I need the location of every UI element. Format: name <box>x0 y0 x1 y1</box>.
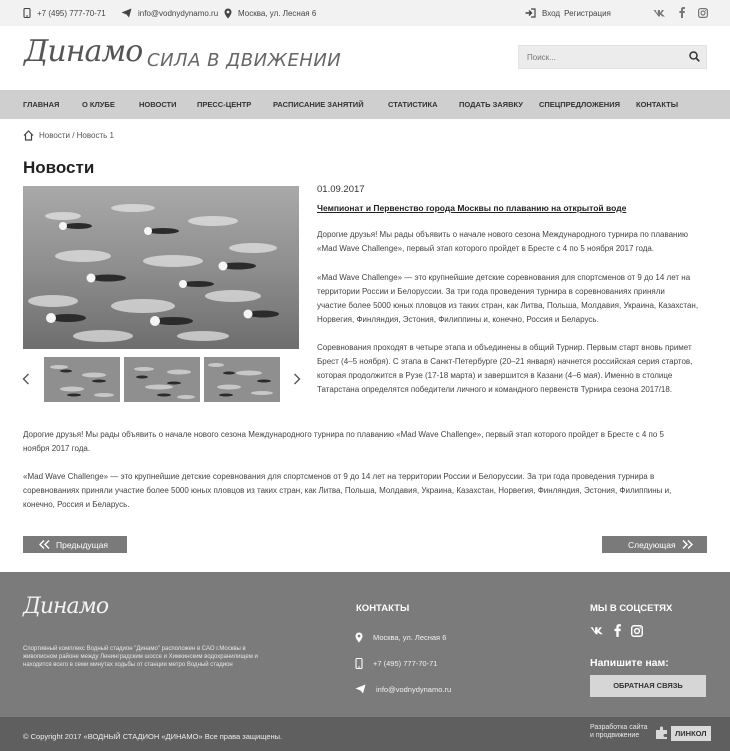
copyright: © Copyright 2017 «ВОДНЫЙ СТАДИОН «ДИНАМО» Все права защищены. <box>23 732 283 741</box>
top-social <box>653 7 708 18</box>
footer-phone[interactable] <box>355 658 437 669</box>
text-line: «Mad Wave Challenge» — это крупнейшие детские соревнования для спортсменов от 9 до 14 лет на территории России и Белоруссии. За три года проведения турнира в <box>23 472 655 481</box>
footer-social-title: МЫ В СОЦСЕТЯХ <box>590 603 673 614</box>
top-email-text: info@vodnydynamo.ru <box>138 8 219 18</box>
text-line: Норвегия, Финляндия, Эстония, Филиппины и, конечно, Россия и Беларусь. <box>317 315 599 324</box>
swimmers-photo <box>23 186 299 349</box>
developer-logo-text: ЛИНКОЛ <box>671 726 711 741</box>
search-input[interactable] <box>519 46 679 68</box>
article-headline[interactable]: Чемпионат и Первенство города Москвы по плаванию на открытой воде <box>317 203 627 213</box>
nav-item-apply[interactable]: ПОДАТЬ ЗАЯВКУ <box>459 100 523 109</box>
top-address-text: Москва, ул. Лесная 6 <box>238 9 317 18</box>
register-link[interactable]: Регистрация <box>564 8 611 18</box>
search-icon[interactable] <box>689 51 700 62</box>
nav-item-stats[interactable]: СТАТИСТИКА <box>388 100 438 109</box>
phone-icon <box>355 658 363 669</box>
top-address <box>224 8 316 19</box>
developer-line: Разработка сайта <box>590 724 648 731</box>
bottom-bar <box>0 717 730 751</box>
gallery-prev-icon[interactable] <box>22 373 30 385</box>
text-line: территории России и Белоруссии. За три года проведения турнира в соревнованиях приняли <box>317 287 665 296</box>
prev-button[interactable] <box>23 536 127 553</box>
footer-email[interactable] <box>355 684 451 694</box>
footer-write-title: Напишите нам: <box>590 657 669 669</box>
feedback-button[interactable]: ОБРАТНАЯ СВЯЗЬ <box>590 675 706 697</box>
instagram-icon[interactable] <box>631 625 643 637</box>
double-chevron-right-icon <box>682 540 693 549</box>
text-line: участие более 5000 юных пловцов из таких стран, как Литва, Польша, Молдавия, Украина, Казахстан, <box>317 301 699 310</box>
article-date: 01.09.2017 <box>317 184 365 195</box>
text-line: Брест (4–5 ноября). С этапа в Санкт-Петербурге (20–21 января) начнется российская серия стартов, <box>317 357 693 366</box>
developer-logo[interactable] <box>655 724 711 742</box>
text-line: ноября 2017 года. <box>23 444 91 453</box>
top-phone-text: +7 (495) 777-70-71 <box>37 8 106 18</box>
gallery-next-icon[interactable] <box>293 373 301 385</box>
nav-item-schedule[interactable]: РАСПИСАНИЕ ЗАНЯТИЙ <box>273 100 364 109</box>
top-email[interactable] <box>121 8 218 18</box>
home-icon[interactable] <box>23 130 34 141</box>
map-pin-icon <box>224 8 232 19</box>
text-line: Дорогие друзья! Мы рады объявить о начале нового сезона Международного турнира по плаванию <box>317 230 688 239</box>
thumb-photo <box>124 357 200 402</box>
article-paragraph <box>23 470 671 512</box>
double-chevron-left-icon <box>39 540 50 549</box>
text-line: «Mad Wave Challenge», первый этап которого пройдет в Бресте с 4 по 5 ноября 2017 года. <box>317 244 655 253</box>
text-line: соревнованиях приняли участие более 5000 юных пловцов из таких стран, как Литва, Польша, Молдавия, Украина, Казахстан, Норвегия, Финляндия, Эстония, Филиппины и, <box>23 486 672 495</box>
text-line: которая продолжится в Рузе (17-18 марта) и завершится в Казани (4–6 мая). Именно в столице <box>317 371 673 380</box>
text-line: «Mad Wave Challenge» — это крупнейшие детские соревнования для спортсменов от 9 до 14 лет на <box>317 273 691 282</box>
login-icon <box>525 8 536 18</box>
facebook-icon[interactable] <box>679 7 685 18</box>
footer-contacts-title: КОНТАКТЫ <box>356 603 410 614</box>
developer-line: и продвижение <box>590 732 640 739</box>
puzzle-icon <box>655 726 669 740</box>
text-line: Соревнования проходят в четыре этапа и объединены в общий Турнир. Первым старт вновь примет <box>317 343 692 352</box>
article-paragraph <box>317 271 698 327</box>
vk-icon[interactable] <box>653 9 666 17</box>
nav-item-offers[interactable]: СПЕЦПРЕДЛОЖЕНИЯ <box>539 100 621 109</box>
main-photo[interactable] <box>23 186 299 349</box>
site-footer <box>0 572 730 717</box>
page-title: Новости <box>23 158 95 177</box>
breadcrumb-text[interactable]: Новости / Новость 1 <box>39 131 114 140</box>
main-nav <box>0 90 730 119</box>
top-bar <box>0 0 730 26</box>
text-line: Дорогие друзья! Мы рады объявить о начале нового сезона Международного турнира по плаванию «Mad Wave Challenge», первый этап которого пройдет в Бресте с 4 по 5 <box>23 430 664 439</box>
nav-item-news[interactable]: НОВОСТИ <box>139 100 177 109</box>
top-phone[interactable] <box>23 8 106 18</box>
vk-icon[interactable] <box>590 626 604 635</box>
gallery-thumb[interactable] <box>204 357 280 402</box>
gallery-thumb[interactable] <box>124 357 200 402</box>
prev-button-label: Предыдущая <box>56 539 108 550</box>
facebook-icon[interactable] <box>614 624 621 637</box>
send-icon <box>355 684 366 694</box>
site-header <box>0 26 730 90</box>
nav-item-home[interactable]: ГЛАВНАЯ <box>23 100 60 109</box>
nav-item-press[interactable]: ПРЕСС-ЦЕНТР <box>197 100 252 109</box>
search-box <box>518 45 707 69</box>
article-paragraph <box>317 341 692 397</box>
footer-phone-text: +7 (495) 777-70-71 <box>373 659 438 668</box>
developer-credit <box>590 724 648 740</box>
instagram-icon[interactable] <box>698 8 708 18</box>
text-line: конечно, Россия и Беларусь. <box>23 500 130 509</box>
site-slogan: СИЛА В ДВИЖЕНИИ <box>147 50 342 71</box>
article-paragraph <box>23 428 664 456</box>
text-line: Татарстана определятся победители личного и командного первенств Турнира сезона 2017/18. <box>317 385 673 394</box>
top-auth <box>525 8 611 18</box>
map-pin-icon <box>355 632 363 643</box>
footer-address <box>355 632 446 643</box>
footer-address-text: Москва, ул. Лесная 6 <box>373 633 447 642</box>
send-icon <box>121 8 132 18</box>
next-button-label: Следующая <box>628 539 676 550</box>
nav-item-contacts[interactable]: КОНТАКТЫ <box>636 100 679 109</box>
nav-item-about[interactable]: О КЛУБЕ <box>82 100 115 109</box>
footer-social <box>590 624 643 637</box>
next-button[interactable] <box>602 536 707 553</box>
site-logo[interactable]: Динамо <box>24 34 143 69</box>
gallery-thumb[interactable] <box>44 357 120 402</box>
footer-description: Спортивный комплекс Водный стадион "Динамо" расположен в САО г.Москвы в живописном районе между Ленинградским шоссе и Химкинским водохранилищем и находится всего в семи минутах ходьбы от станции метро Водный стадион <box>23 646 258 668</box>
thumb-photo <box>204 357 280 402</box>
thumb-photo <box>44 357 120 402</box>
breadcrumb <box>23 130 114 141</box>
login-link[interactable]: Вход <box>542 8 561 18</box>
article-paragraph <box>317 228 688 256</box>
footer-logo[interactable]: Динамо <box>23 594 109 619</box>
phone-icon <box>23 8 31 18</box>
footer-email-text: info@vodnydynamo.ru <box>376 684 452 694</box>
